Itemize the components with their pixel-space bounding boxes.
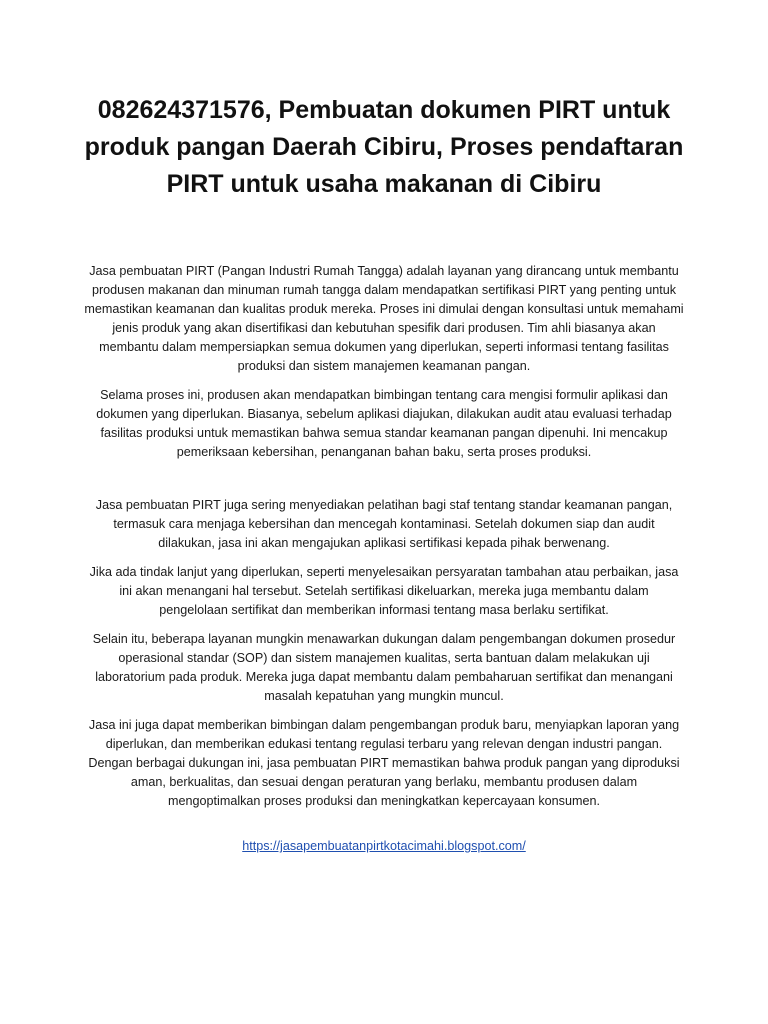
link-line: [84, 837, 684, 856]
paragraph-sop-support: Selain itu, beberapa layanan mungkin menawarkan dukungan dalam pengembangan dokumen prosedur operasional standar (SOP) dan sistem manajemen kualitas, serta bantuan dalam melakukan uji laboratorium pada produk. Mereka juga dapat membantu dalam pembaharuan sertifikat dan menangani masalah kepatuhan yang mungkin muncul.: [92, 632, 676, 703]
document-body: [84, 262, 684, 856]
paragraph-intro: Jasa pembuatan PIRT (Pangan Industri Rumah Tangga) adalah layanan yang dirancang untuk membantu produsen makanan dan minuman rumah tangga dalam mendapatkan sertifikasi PIRT yang penting untuk memastikan keamanan dan kualitas produk mereka. Proses ini dimulai dengan konsultasi untuk memahami jenis produk yang akan disertifikasi dan kebutuhan spesifik dari produsen. Tim ahli biasanya akan membantu dalam mempersiapkan semua dokumen yang diperlukan, seperti informasi tentang fasilitas produksi dan sistem manajemen keamanan pangan.: [84, 264, 684, 373]
paragraph-closing: Jasa ini juga dapat memberikan bimbingan dalam pengembangan produk baru, menyiapkan laporan yang diperlukan, dan memberikan edukasi tentang regulasi terbaru yang relevan dengan industri pangan. Dengan berbagai dukungan ini, jasa pembuatan PIRT memastikan bahwa produk pangan yang diproduksi aman, berkualitas, dan sesuai dengan peraturan yang berlaku, membantu produsen dalam mengoptimalkan proses produksi dan meningkatkan kepercayaan konsumen.: [88, 718, 680, 808]
paragraph-training: Jasa pembuatan PIRT juga sering menyediakan pelatihan bagi staf tentang standar keamanan pangan, termasuk cara menjaga kebersihan dan mencegah kontaminasi. Setelah dokumen siap dan audit dilakukan, jasa ini akan mengajukan aplikasi sertifikasi kepada pihak berwenang.: [95, 498, 673, 550]
paragraph-follow-up: Jika ada tindak lanjut yang diperlukan, seperti menyelesaikan persyaratan tambahan atau perbaikan, jasa ini akan menangani hal tersebut. Setelah sertifikasi dikeluarkan, mereka juga membantu dalam pengelolaan sertifikat dan memberikan informasi tentang masa berlaku sertifikat.: [89, 565, 679, 617]
document-title: 082624371576, Pembuatan dokumen PIRT untuk produk pangan Daerah Cibiru, Proses pendaftaran PIRT untuk usaha makanan di Cibiru: [84, 96, 684, 198]
blog-link[interactable]: https://jasapembuatanpirtkotacimahi.blogspot.com/: [242, 839, 526, 853]
paragraph-process: Selama proses ini, produsen akan mendapatkan bimbingan tentang cara mengisi formulir aplikasi dan dokumen yang diperlukan. Biasanya, sebelum aplikasi diajukan, dilakukan audit atau evaluasi terhadap fasilitas produksi untuk memastikan bahwa semua standar keamanan pangan dipenuhi. Ini mencakup pemeriksaan kebersihan, penanganan bahan baku, serta proses produksi.: [96, 388, 672, 459]
